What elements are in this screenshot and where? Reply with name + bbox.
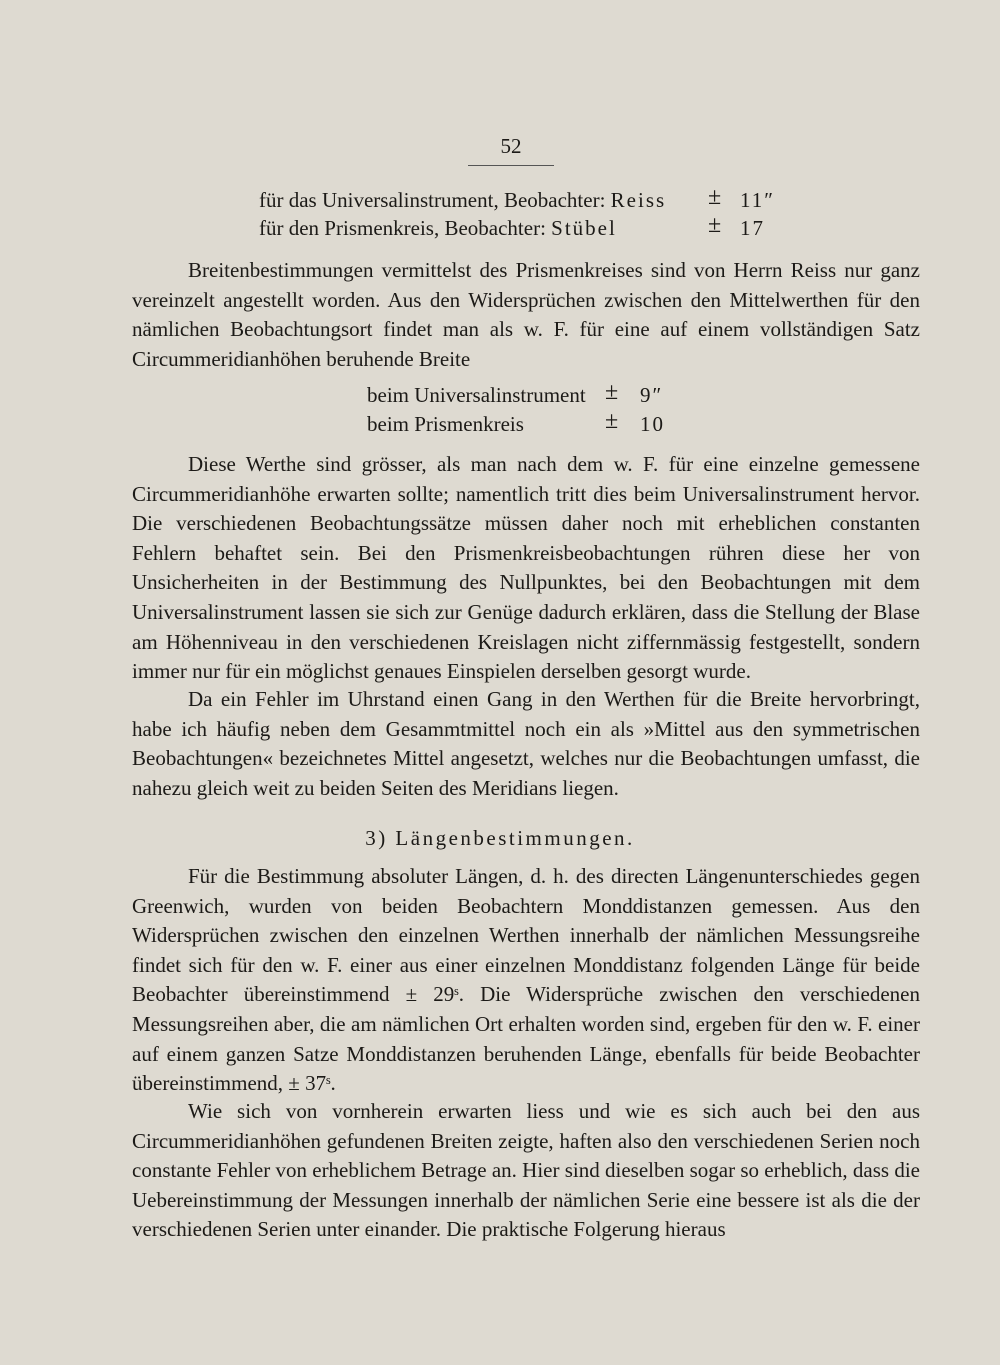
section-heading: 3) Längenbestimmungen.: [365, 826, 635, 850]
observer-line-universal: [259, 188, 666, 213]
paragraph-clock-error: Da ein Fehler im Uhrstand einen Gang in den Werthen für die Breite hervorbringt, habe ich häufig neben dem Gesammtmittel noch ein als »Mittel aus den symmetrischen Beobachtungen« bezeichnetes Mittel angesetzt, welches nur die Beobachtungen umfasst, die nahezu gleich weit zu beiden Seiten des Meridians liegen.: [132, 687, 920, 800]
error-value: 11″: [740, 188, 775, 212]
plus-minus-sign: ±: [708, 212, 722, 238]
observer-name: Reiss: [610, 188, 667, 212]
paragraph-longitude: Für die Bestimmung absoluter Längen, d. h. des directen Längenunterschiedes gegen Greenwich, wurden von beiden Beobachtern Monddistanzen gemessen. Aus den Widersprüchen zwischen den einzelnen Werthen innerhalb der nämlichen Messungsreihe findet sich für den w. F. einer aus einer einzelnen Monddistanz folgenden Länge für beide Beobachter übereinstimmend ± 29ˢ. Die Widersprüche zwischen den verschiedenen Messungsreihen aber, die am nämlichen Ort erhalten worden sind, ergeben für den w. F. einer auf einem ganzen Satze Monddistanzen beruhenden Länge, ebenfalls für beide Beobachter übereinstimmend, ± 37ˢ.: [132, 864, 920, 1096]
paragraph-constant-errors: Wie sich von vornherein erwarten liess und wie es sich auch bei den aus Circummeridianhöhen gefundenen Breiten zeigte, haften also den verschiedenen Serien noch constante Fehler von erheblichem Betrage an. Hier sind dieselben sogar so erheblich, dass die Uebereinstimmung der Messungen innerhalb der nämlichen Serie eine bessere ist als die der verschiedenen Serien unter einander. Die praktische Folgerung hieraus: [132, 1099, 920, 1242]
error-value: 10: [640, 412, 665, 436]
error-value: 17: [740, 216, 765, 240]
plus-minus-sign: ±: [605, 379, 619, 405]
observer-line-label: für das Universalinstrument, Beobachter:: [259, 188, 606, 212]
instrument-line-label: beim Prismenkreis: [367, 412, 524, 436]
instrument-line-label: beim Universalinstrument: [367, 383, 586, 407]
instrument-line-universal: [367, 383, 586, 408]
page-number: 52: [468, 134, 554, 166]
observer-line-prism: [259, 216, 617, 241]
observer-line-label: für den Prismenkreis, Beobachter:: [259, 216, 546, 240]
observer-name: Stübel: [551, 216, 617, 240]
error-value: 9″: [640, 383, 664, 407]
instrument-line-prism: [367, 412, 524, 437]
plus-minus-sign: ±: [708, 184, 722, 210]
plus-minus-sign: ±: [605, 408, 619, 434]
paragraph-latitude-prism: Breitenbestimmungen vermittelst des Prismenkreises sind von Herrn Reiss nur ganz vereinzelt angestellt worden. Aus den Widersprüchen zwischen den Mittelwerthen für den nämlichen Beobachtungsort findet man als w. F. für eine auf einem vollständigen Satz Circummeridianhöhen beruhende Breite: [132, 258, 920, 371]
paragraph-values-larger: Diese Werthe sind grösser, als man nach dem w. F. für eine einzelne gemessene Circummeridianhöhe erwarten sollte; namentlich tritt dies beim Universalinstrument hervor. Die verschiedenen Beobachtungssätze müssen daher noch mit erheblichen constanten Fehlern behaftet sein. Bei den Prismenkreisbeobachtungen rühren diese her von Unsicherheiten in der Bestimmung des Nullpunktes, bei den Beobachtungen mit dem Universalinstrument lassen sie sich zur Genüge dadurch erklären, dass die Stellung der Blase am Höhenniveau in den verschiedenen Kreislagen nicht ziffernmässig festgestellt, sondern immer nur für ein möglichst genaues Einspielen derselben gesorgt wurde.: [132, 452, 920, 684]
